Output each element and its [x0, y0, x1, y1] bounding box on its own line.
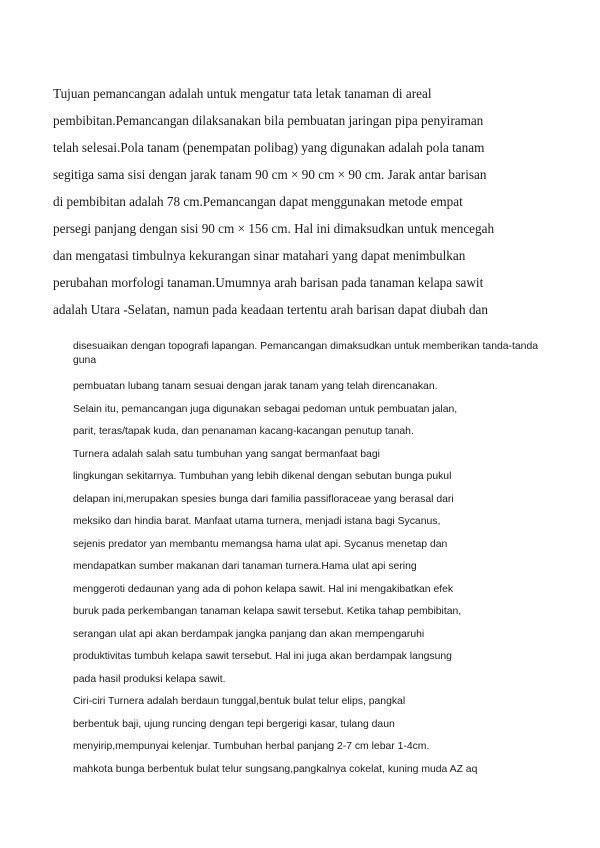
text-line: mahkota bunga berbentuk bulat telur sungsang,pangkalnya cokelat, kuning muda AZ aq — [73, 763, 478, 775]
text-line: di pembibitan adalah 78 cm.Pemancangan dapat menggunakan metode empat — [53, 194, 463, 209]
text-line: telah selesai.Pola tanam (penempatan polibag) yang digunakan adalah pola tanam — [53, 140, 485, 155]
text-line: segitiga sama sisi dengan jarak tanam 90 cm × 90 cm × 90 cm. Jarak antar barisan — [53, 167, 487, 182]
text-line: adalah Utara -Selatan, namun pada keadaan tertentu arah barisan dapat diubah dan — [53, 302, 488, 317]
text-line: serangan ulat api akan berdampak jangka panjang dan akan mempengaruhi — [73, 628, 425, 640]
text-line: perubahan morfologi tanaman.Umumnya arah barisan pada tanaman kelapa sawit — [53, 275, 484, 290]
text-line: mendapatkan sumber makanan dari tanaman turnera.Hama ulat api sering — [73, 561, 417, 572]
serif-paragraph — [53, 80, 553, 323]
text-line: parit, teras/tapak kuda, dan penanaman kacang-kacangan penutup tanah. — [73, 426, 414, 437]
text-line: meksiko dan hindia barat. Manfaat utama turnera, menjadi istana bagi Sycanus, — [73, 516, 441, 527]
text-line: sejenis predator yan membantu memangsa hama ulat api. Sycanus menetap dan — [73, 538, 448, 550]
text-line: pembibitan.Pemancangan dilaksanakan bila pembuatan jaringan pipa penyiraman — [53, 113, 484, 128]
sans-paragraph — [73, 336, 543, 781]
text-line: Turnera adalah salah satu tumbuhan yang sangat bermanfaat bagi — [73, 448, 380, 460]
text-line: menggeroti dedaunan yang ada di pohon kelapa sawit. Hal ini mengakibatkan efek — [73, 583, 454, 595]
text-line: disesuaikan dengan topografi lapangan. Pemancangan dimaksudkan untuk memberikan tanda-tanda guna — [73, 341, 539, 366]
text-line: pembuatan lubang tanam sesuai dengan jarak tanam yang telah direncanakan. — [73, 381, 438, 392]
text-line: Ciri-ciri Turnera adalah berdaun tunggal,bentuk bulat telur elips, pangkal — [73, 696, 406, 707]
text-line: produktivitas tumbuh kelapa sawit tersebut. Hal ini juga akan berdampak langsung — [73, 651, 452, 662]
text-line: berbentuk baji, ujung runcing dengan tepi bergerigi kasar, tulang daun — [73, 718, 395, 730]
text-line: Tujuan pemancangan adalah untuk mengatur tata letak tanaman di areal — [53, 86, 432, 101]
text-line: dan mengatasi timbulnya kekurangan sinar matahari yang dapat menimbulkan — [53, 248, 466, 263]
text-line: persegi panjang dengan sisi 90 cm × 156 cm. Hal ini dimaksudkan untuk mencegah — [53, 221, 495, 236]
text-line: pada hasil produksi kelapa sawit. — [73, 673, 226, 685]
text-line: Selain itu, pemancangan juga digunakan sebagai pedoman untuk pembuatan jalan, — [73, 403, 458, 415]
text-line: menyirip,mempunyai kelenjar. Tumbuhan herbal panjang 2-7 cm lebar 1-4cm. — [73, 741, 430, 752]
text-line: delapan ini,merupakan spesies bunga dari familia passifloraceae yang berasal dari — [73, 493, 454, 505]
text-line: buruk pada perkembangan tanaman kelapa sawit tersebut. Ketika tahap pembibitan, — [73, 606, 462, 617]
text-line: lingkungan sekitarnya. Tumbuhan yang lebih dikenal dengan sebutan bunga pukul — [73, 471, 452, 482]
